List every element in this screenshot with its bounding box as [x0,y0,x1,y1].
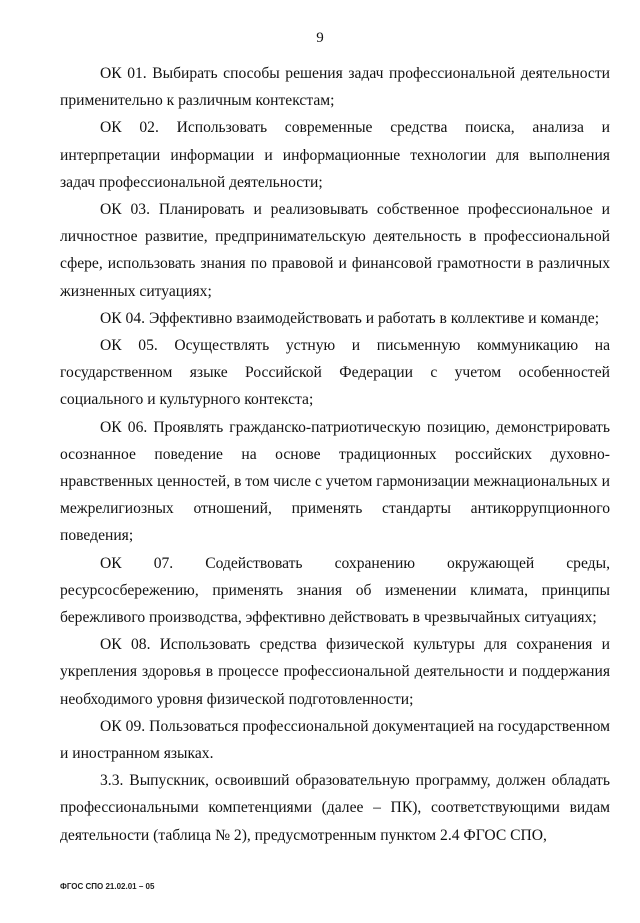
paragraph-ok-09: ОК 09. Пользоваться профессиональной документацией на государственном и иностранном языках. [60,717,610,763]
paragraph-ok-08: ОК 08. Использовать средства физической культуры для сохранения и укрепления здоровья в процессе профессиональной деятельности и поддержания необходимого уровня физической подготовленности; [60,636,610,708]
paragraph-ok-05: ОК 05. Осуществлять устную и письменную коммуникацию на государственном языке Российской Федерации с учетом особенностей социального и культурного контекста; [60,337,610,409]
paragraph-ok-02: ОК 02. Использовать современные средства поиска, анализа и интерпретации информации и информационные технологии для выполнения задач профессиональной деятельности; [60,119,610,191]
paragraph-ok-03: ОК 03. Планировать и реализовывать собственное профессиональное и личностное развитие, предпринимательскую деятельность в профессиональной сфере, использовать знания по правовой и финансовой грамотности в различных жизненных ситуациях; [60,201,610,300]
page-number: 9 [316,30,324,46]
paragraph-ok-07: ОК 07. Содействовать сохранению окружающей среды, ресурсосбережению, применять знания об изменении климата, принципы бережливого производства, эффективно действовать в чрезвычайных ситуациях; [60,554,610,627]
document-body [60,60,610,849]
page-footer: ФГОС СПО 21.02.01 – 05 [60,882,155,891]
paragraph-3-3: 3.3. Выпускник, освоивший образовательную программу, должен обладать профессиональными компетенциями (далее – ПК), соответствующими видам деятельности (таблица № 2), предусмотренным пунктом 2.4 ФГОС СПО, [60,772,610,844]
paragraph-ok-04: ОК 04. Эффективно взаимодействовать и работать в коллективе и команде; [100,309,600,327]
paragraph-ok-01: ОК 01. Выбирать способы решения задач профессиональной деятельности применительно к различным контекстам; [60,65,610,110]
paragraph-ok-06: ОК 06. Проявлять гражданско-патриотическую позицию, демонстрировать осознанное поведение на основе традиционных российских духовно-нравственных ценностей, в том числе с учетом гармонизации межнациональных и межрелигиозных отношений, применять стандарты антикоррупционного поведения; [60,418,610,545]
